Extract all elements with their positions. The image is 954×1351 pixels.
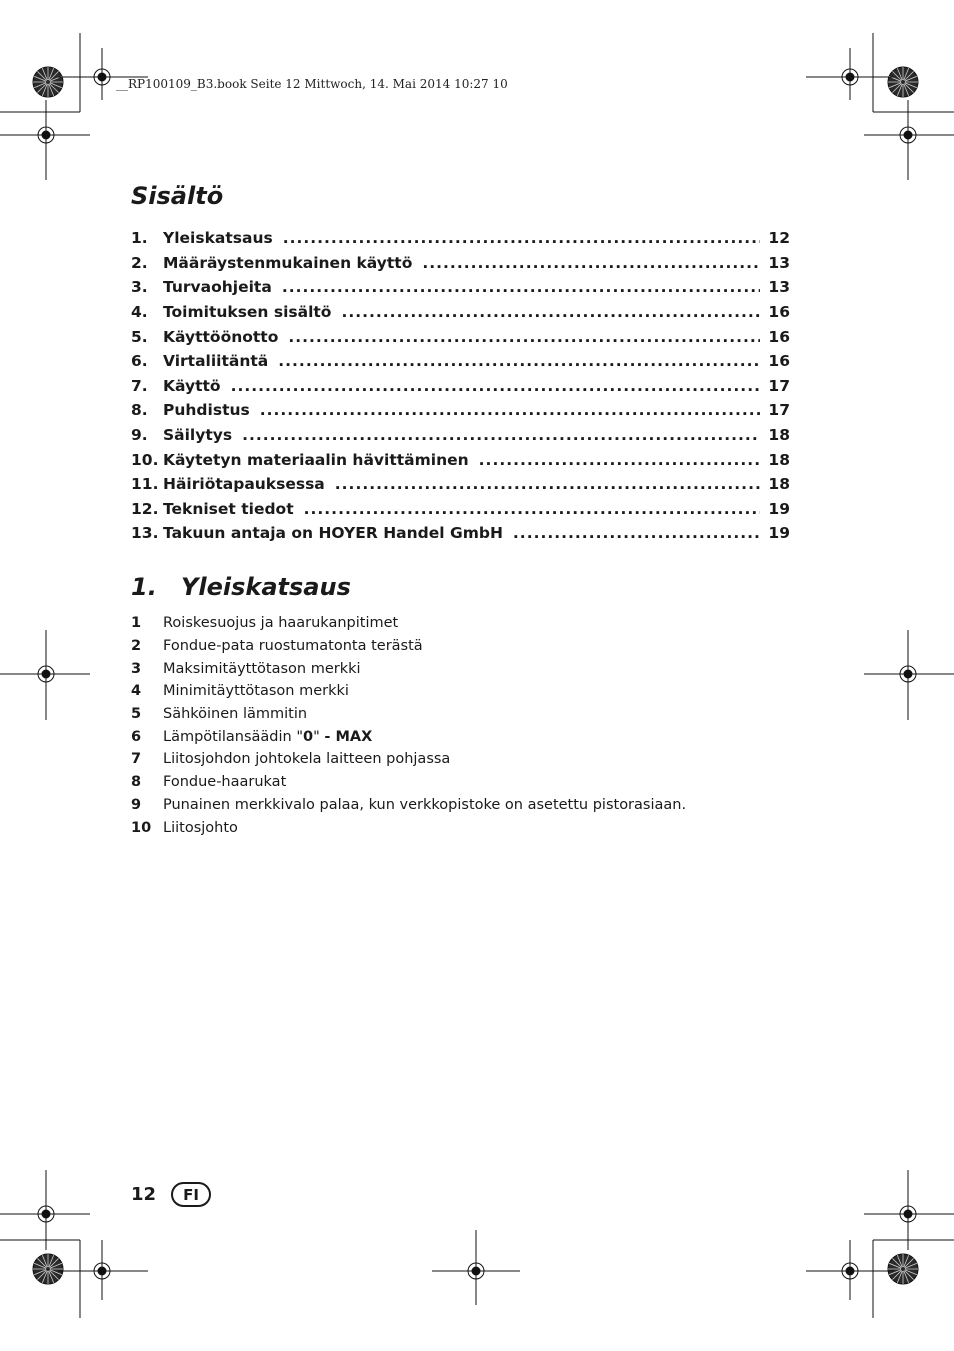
toc-item-page: 16: [768, 303, 790, 322]
toc-item-label: Käytetyn materiaalin hävittäminen: [163, 450, 469, 469]
part-number: 10: [131, 819, 152, 836]
part-text-bold-max: - MAX: [324, 728, 373, 745]
toc-item-page: 19: [768, 524, 790, 543]
toc-leader: [335, 475, 760, 493]
toc-leader: [513, 524, 760, 542]
toc-leader: [288, 328, 760, 346]
toc-leader: [283, 229, 760, 247]
list-item: [131, 680, 686, 703]
toc-title: Sisältö: [131, 182, 224, 210]
part-number: 1: [131, 615, 142, 632]
toc-item[interactable]: [131, 472, 790, 497]
toc-item-page: 17: [768, 376, 790, 395]
part-number: 5: [131, 706, 142, 723]
section-number: 1.: [131, 573, 157, 601]
toc-item-number: 8.: [131, 401, 148, 420]
part-text: Liitosjohdon johtokela laitteen pohjassa: [163, 751, 451, 768]
toc-item-page: 19: [768, 499, 790, 518]
toc-item-label: Yleiskatsaus: [163, 229, 273, 248]
toc-item-label: Tekniset tiedot: [163, 499, 294, 518]
part-number: 9: [131, 796, 142, 813]
toc-item-number: 9.: [131, 426, 148, 445]
toc-item-number: 7.: [131, 376, 148, 395]
toc-item-label: Turvaohjeita: [163, 278, 272, 297]
list-item: [131, 635, 686, 658]
list-item: [131, 612, 686, 635]
parts-list: [131, 612, 686, 839]
part-text: Roiskesuojus ja haarukanpitimet: [163, 615, 399, 632]
page-number: 12: [131, 1184, 157, 1205]
toc-item-page: 16: [768, 327, 790, 346]
list-item: [131, 703, 686, 726]
toc-item-number: 3.: [131, 278, 148, 297]
toc-item[interactable]: [131, 324, 790, 349]
toc-item-number: 2.: [131, 253, 148, 272]
language-badge: FI: [171, 1182, 211, 1207]
list-item: [131, 725, 686, 748]
toc-item-label: Säilytys: [163, 426, 233, 445]
part-text: Fondue-haarukat: [163, 774, 287, 791]
toc-item-page: 18: [768, 475, 790, 494]
toc-item[interactable]: [131, 251, 790, 276]
toc-leader: [278, 352, 760, 370]
table-of-contents: [131, 226, 790, 546]
toc-leader: [231, 377, 760, 395]
toc-item-page: 18: [768, 426, 790, 445]
toc-item-label: Toimituksen sisältö: [163, 303, 332, 322]
toc-item-label: Määräystenmukainen käyttö: [163, 253, 413, 272]
toc-item-page: 17: [768, 401, 790, 420]
section-title: Yleiskatsaus: [181, 573, 351, 601]
part-text: Punainen merkkivalo palaa, kun verkkopistoke on asetettu pistorasiaan.: [163, 796, 687, 813]
toc-item[interactable]: [131, 226, 790, 251]
toc-item[interactable]: [131, 398, 790, 423]
toc-item-number: 13.: [131, 524, 159, 543]
toc-item-page: 13: [768, 278, 790, 297]
list-item: [131, 816, 686, 839]
part-text-mid: ": [313, 728, 325, 745]
toc-item[interactable]: [131, 300, 790, 325]
toc-leader: [479, 451, 760, 469]
toc-item[interactable]: [131, 423, 790, 448]
toc-item-page: 16: [768, 352, 790, 371]
toc-item-page: 18: [768, 450, 790, 469]
toc-item-label: Käyttöönotto: [163, 327, 279, 346]
list-item: [131, 657, 686, 680]
part-text-before: Lämpötilansäädin ": [163, 728, 304, 745]
part-number: 4: [131, 683, 142, 700]
part-number: 8: [131, 774, 142, 791]
toc-item-number: 12.: [131, 499, 159, 518]
part-number: 6: [131, 728, 142, 745]
list-item: [131, 771, 686, 794]
toc-leader: [282, 278, 760, 296]
list-item: [131, 794, 686, 817]
toc-item-label: Puhdistus: [163, 401, 250, 420]
toc-item-label: Käyttö: [163, 376, 221, 395]
toc-item[interactable]: [131, 275, 790, 300]
toc-leader: [242, 426, 760, 444]
part-text-bold-zero: 0: [303, 728, 314, 745]
toc-item-page: 12: [768, 229, 790, 248]
toc-leader: [304, 500, 760, 518]
part-text: [163, 729, 372, 745]
toc-item-label: Virtaliitäntä: [163, 352, 269, 371]
toc-item[interactable]: [131, 497, 790, 522]
print-info-header: __RP100109_B3.book Seite 12 Mittwoch, 14. Mai 2014 10:27 10: [116, 77, 508, 91]
toc-item-number: 10.: [131, 450, 159, 469]
part-text: Liitosjohto: [163, 819, 238, 836]
toc-item-label: Takuun antaja on HOYER Handel GmbH: [163, 524, 503, 543]
part-number: 2: [131, 638, 142, 655]
part-text: Sähköinen lämmitin: [163, 706, 308, 723]
part-number: 3: [131, 660, 142, 677]
toc-item-number: 11.: [131, 475, 159, 494]
part-text: Maksimitäyttötason merkki: [163, 660, 361, 677]
toc-leader: [422, 254, 760, 272]
toc-item-number: 5.: [131, 327, 148, 346]
toc-item-number: 6.: [131, 352, 148, 371]
toc-leader: [260, 401, 760, 419]
part-text: Fondue-pata ruostumatonta terästä: [163, 638, 423, 655]
toc-item[interactable]: [131, 447, 790, 472]
list-item: [131, 748, 686, 771]
toc-item-label: Häiriötapauksessa: [163, 475, 325, 494]
toc-leader: [341, 303, 760, 321]
toc-item-page: 13: [768, 253, 790, 272]
toc-item-number: 4.: [131, 303, 148, 322]
part-text: Minimitäyttötason merkki: [163, 683, 349, 700]
toc-item-number: 1.: [131, 229, 148, 248]
section-heading: [131, 573, 351, 601]
toc-item[interactable]: [131, 374, 790, 399]
part-number: 7: [131, 751, 142, 768]
toc-item[interactable]: [131, 521, 790, 546]
toc-item[interactable]: [131, 349, 790, 374]
